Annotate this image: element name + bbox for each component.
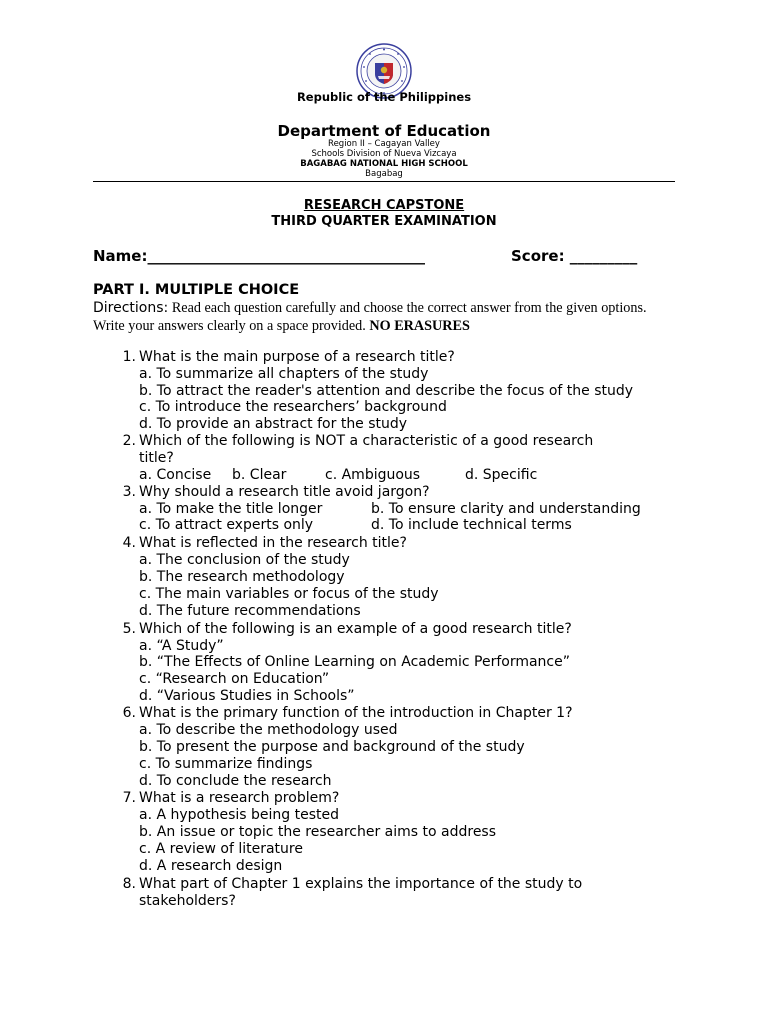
option-b: b. To attract the reader's attention and describe the focus of the study <box>139 383 634 399</box>
region-line: Region II – Cagayan Valley <box>328 139 440 149</box>
option-c: c. To attract experts only <box>139 517 314 533</box>
question-text-continued: stakeholders? <box>139 893 236 909</box>
option-d: d. “Various Studies in Schools” <box>139 688 355 704</box>
question-number: 7. <box>122 790 136 806</box>
question-number: 6. <box>122 705 136 721</box>
option-a: a. The conclusion of the study <box>139 552 350 568</box>
question-text: What is the primary function of the introduction in Chapter 1? <box>139 705 573 721</box>
score-field[interactable]: Score: _________ <box>511 247 638 265</box>
question-number: 1. <box>122 349 136 365</box>
option-d: d. Specific <box>465 467 538 483</box>
option-d: d. A research design <box>139 858 283 874</box>
option-c: c. A review of literature <box>139 841 303 857</box>
question-text: What is the main purpose of a research title? <box>139 349 455 365</box>
option-d: d. To conclude the research <box>139 773 332 789</box>
option-c: c. “Research on Education” <box>139 671 330 687</box>
option-b: b. To present the purpose and background of the study <box>139 739 525 755</box>
option-a: a. Concise <box>139 467 212 483</box>
option-a: a. To make the title longer <box>139 501 323 517</box>
option-a: a. To summarize all chapters of the study <box>139 366 429 382</box>
option-d: d. To include technical terms <box>371 517 572 533</box>
question-text: What part of Chapter 1 explains the importance of the study to <box>139 876 583 892</box>
option-c: c. To introduce the researchers’ background <box>139 399 447 415</box>
question-number: 3. <box>122 484 136 500</box>
option-c: c. The main variables or focus of the study <box>139 586 439 602</box>
question-text: What is a research problem? <box>139 790 340 806</box>
option-a: a. To describe the methodology used <box>139 722 398 738</box>
option-b: b. An issue or topic the researcher aims to address <box>139 824 497 840</box>
question-number: 4. <box>122 535 136 551</box>
option-c: c. Ambiguous <box>325 467 421 483</box>
question-number: 8. <box>122 876 136 892</box>
question-text: What is reflected in the research title? <box>139 535 407 551</box>
republic-heading: Republic of the Philippines <box>296 90 472 104</box>
question-number: 5. <box>122 621 136 637</box>
option-d: d. The future recommendations <box>139 603 361 619</box>
exam-title: THIRD QUARTER EXAMINATION <box>271 214 497 229</box>
school-name: BAGABAG NATIONAL HIGH SCHOOL <box>300 159 468 169</box>
question-text: Why should a research title avoid jargon? <box>139 484 430 500</box>
question-text: Which of the following is NOT a characteristic of a good research <box>139 433 594 449</box>
option-d: d. To provide an abstract for the study <box>139 416 408 432</box>
name-field[interactable]: Name:_____________________________________ <box>93 247 425 265</box>
question-text-continued: title? <box>139 450 174 466</box>
directions-paragraph <box>93 299 673 334</box>
question-number: 2. <box>122 433 136 449</box>
header-divider <box>93 181 675 182</box>
option-a: a. “A Study” <box>139 638 224 654</box>
option-c: c. To summarize findings <box>139 756 313 772</box>
option-b: b. To ensure clarity and understanding <box>371 501 641 517</box>
option-a: a. A hypothesis being tested <box>139 807 340 823</box>
option-b: b. The research methodology <box>139 569 345 585</box>
division-line: Schools Division of Nueva Vizcaya <box>311 149 457 159</box>
part-heading: PART I. MULTIPLE CHOICE <box>93 282 300 298</box>
exam-subject: RESEARCH CAPSTONE <box>303 198 465 213</box>
town-line: Bagabag <box>365 169 403 179</box>
directions-emphasis: NO ERASURES <box>369 317 470 334</box>
option-b: b. Clear <box>232 467 287 483</box>
directions-label: Directions: <box>93 300 169 316</box>
option-b: b. “The Effects of Online Learning on Academic Performance” <box>139 654 570 670</box>
department-heading: Department of Education <box>277 122 491 140</box>
directions-text: Read each question carefully and choose the correct answer from the given options. Write your answers clearly on a space provided. <box>93 300 647 334</box>
question-text: Which of the following is an example of a good research title? <box>139 621 572 637</box>
